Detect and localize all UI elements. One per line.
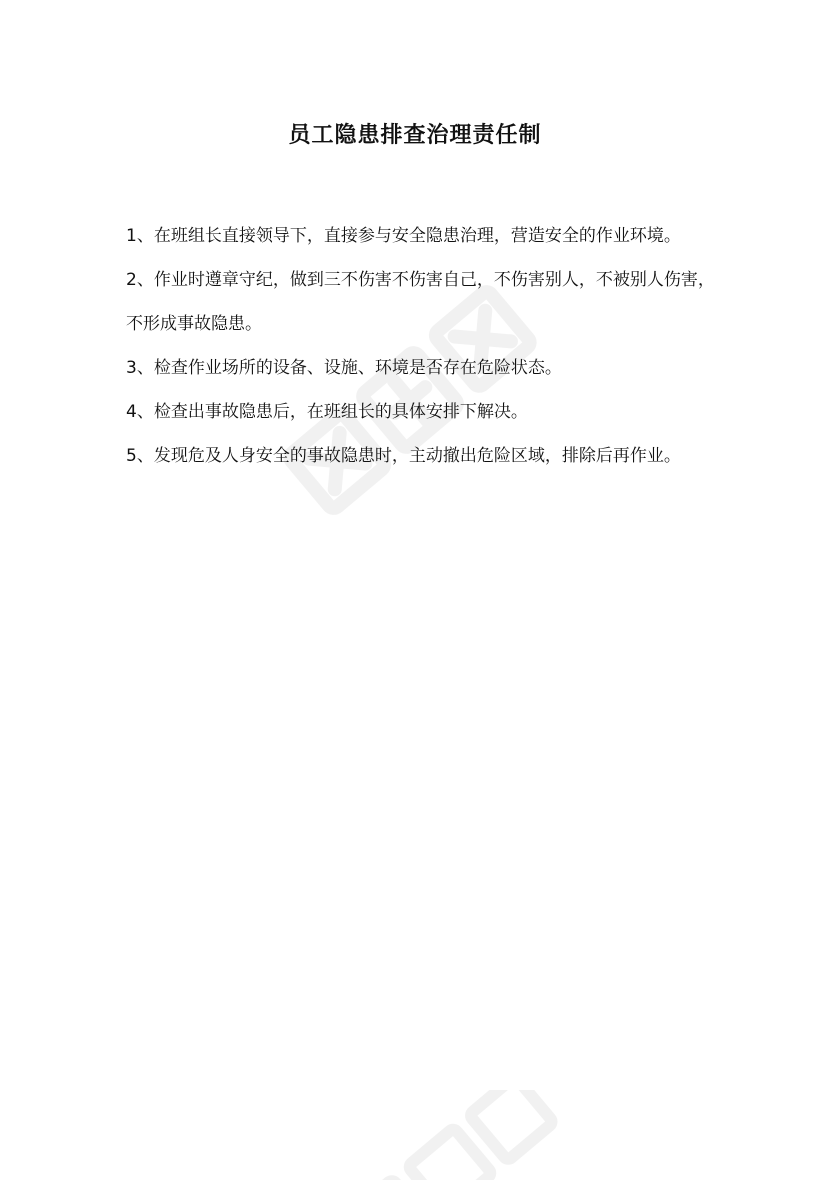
document-body <box>126 214 716 478</box>
list-item: 4、检查出事故隐患后，在班组长的具体安排下解决。 <box>126 402 528 422</box>
document-title: 员工隐患排查治理责任制 <box>288 123 542 148</box>
list-item: 2、作业时遵章守纪，做到三不伤害不伤害自己，不伤害别人，不被别人伤害，不形成事故隐患。 <box>126 270 715 334</box>
list-item: 3、检查作业场所的设备、设施、环境是否存在危险状态。 <box>126 358 562 378</box>
watermark-logo-bottom <box>300 1090 600 1180</box>
list-item: 5、发现危及人身安全的事故隐患时，主动撤出危险区域，排除后再作业。 <box>126 446 681 466</box>
list-item: 1、在班组长直接领导下，直接参与安全隐患治理，营造安全的作业环境。 <box>126 226 681 246</box>
